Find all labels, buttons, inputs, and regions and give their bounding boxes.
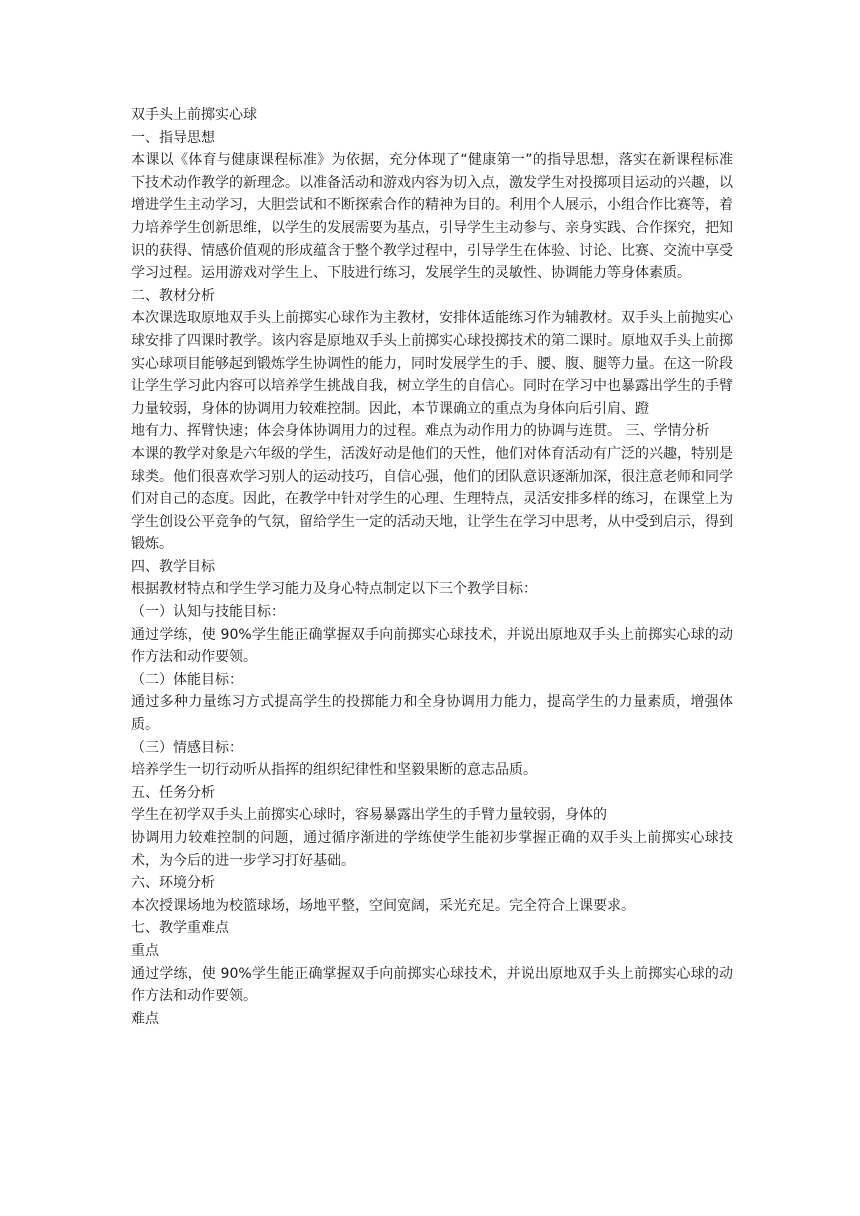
section-heading-teaching-goals: 四、教学目标 bbox=[131, 558, 215, 575]
document-title: 双手头上前掷实心球 bbox=[131, 107, 257, 123]
paragraph-environment-analysis: 本次授课场地为校篮球场，场地平整，空间宽阔，采光充足。完全符合上课要求。 bbox=[131, 897, 635, 914]
paragraph-guiding-thought: 本课以《体育与健康课程标准》为依据，充分体现了“健康第一”的指导思想，落实在新课程标准下技术动作教学的新理念。以准备活动和游戏内容为切入点，激发学生对投掷项目运动的兴趣，以增进学生主动学习，大胆尝试和不断探索合作的精神为目的。利用个人展示，小组合作比赛等，着力培养学生创新思维，以学生的发展需要为基点，引导学生主动参与、亲身实践、合作探究，把知识的获得、情感价值观的形成蕴含于整个教学过程中，引导学生在体验、讨论、比赛、交流中享受学习过程。运用游戏对学生上、下肢进行练习，发展学生的灵敏性、协调能力等身体素质。 bbox=[131, 152, 733, 282]
goal-heading-cognitive-skills: （一）认知与技能目标： bbox=[131, 604, 285, 621]
section-heading-guiding-thought: 一、指导思想 bbox=[131, 129, 215, 146]
paragraph-task-analysis-line2: 协调用力较难控制的问题，通过循序渐进的学练使学生能初步掌握正确的双手头上前掷实心球技术，为今后的进一步学习打好基础。 bbox=[131, 830, 733, 869]
goal-body-fitness: 通过多种力量练习方式提高学生的投掷能力和全身协调用力能力，提高学生的力量素质，增强体质。 bbox=[131, 694, 733, 734]
goal-body-cognitive-skills: 通过学练，使 90%学生能正确掌握双手向前掷实心球技术，并说出原地双手头上前掷实心球的动作方法和动作要领。 bbox=[131, 626, 733, 666]
section-heading-task-analysis: 五、任务分析 bbox=[131, 784, 215, 801]
goal-heading-affective: （三）情感目标： bbox=[131, 739, 243, 756]
label-key-point: 重点 bbox=[131, 942, 159, 959]
goal-heading-fitness: （二）体能目标： bbox=[131, 671, 243, 688]
paragraph-goals-intro: 根据教材特点和学生学习能力及身心特点制定以下三个教学目标： bbox=[131, 581, 537, 598]
label-difficult-point: 难点 bbox=[131, 1010, 159, 1027]
paragraph-learner-analysis: 本课的教学对象是六年级的学生，活泼好动是他们的天性，他们对体育活动有广泛的兴趣，特别是球类。他们很喜欢学习别人的运动技巧，自信心强，他们的团队意识逐渐加深，很注意老师和同学们对自己的态度。因此，在教学中针对学生的心理、生理特点，灵活安排多样的练习，在课堂上为学生创设公平竞争的气氛，留给学生一定的活动天地，让学生在学习中思考，从中受到启示，得到锻炼。 bbox=[131, 445, 733, 553]
section-heading-key-difficult-points: 七、教学重难点 bbox=[131, 920, 229, 937]
paragraph-material-analysis-continued: 地有力、挥臂快速；体会身体协调用力的过程。难点为动作用力的协调与连贯。 三、学情分析 bbox=[131, 423, 710, 440]
paragraph-key-point: 通过学练，使 90%学生能正确掌握双手向前掷实心球技术，并说出原地双手头上前掷实心球的动作方法和动作要领。 bbox=[131, 965, 733, 1005]
paragraph-material-analysis: 本次课选取原地双手头上前掷实心球作为主教材，安排体适能练习作为辅教材。双手头上前抛实心球安排了四课时教学。该内容是原地双手头上前掷实心球投掷技术的第二课时。原地双手头上前掷实心球项目能够起到锻炼学生协调性的能力，同时发展学生的手、腰、腹、腿等力量。在这一阶段让学生学习此内容可以培养学生挑战自我，树立学生的自信心。同时在学习中也暴露出学生的手臂力量较弱，身体的协调用力较难控制。因此，本节课确立的重点为身体向后引肩、蹬 bbox=[131, 310, 733, 417]
section-heading-environment-analysis: 六、环境分析 bbox=[131, 875, 215, 892]
document-content bbox=[131, 104, 733, 1030]
paragraph-task-analysis-line1: 学生在初学双手头上前掷实心球时，容易暴露出学生的手臂力量较弱，身体的 bbox=[131, 807, 607, 824]
goal-body-affective: 培养学生一切行动听从指挥的组织纪律性和坚毅果断的意志品质。 bbox=[131, 762, 537, 779]
section-heading-material-analysis: 二、教材分析 bbox=[131, 287, 215, 304]
